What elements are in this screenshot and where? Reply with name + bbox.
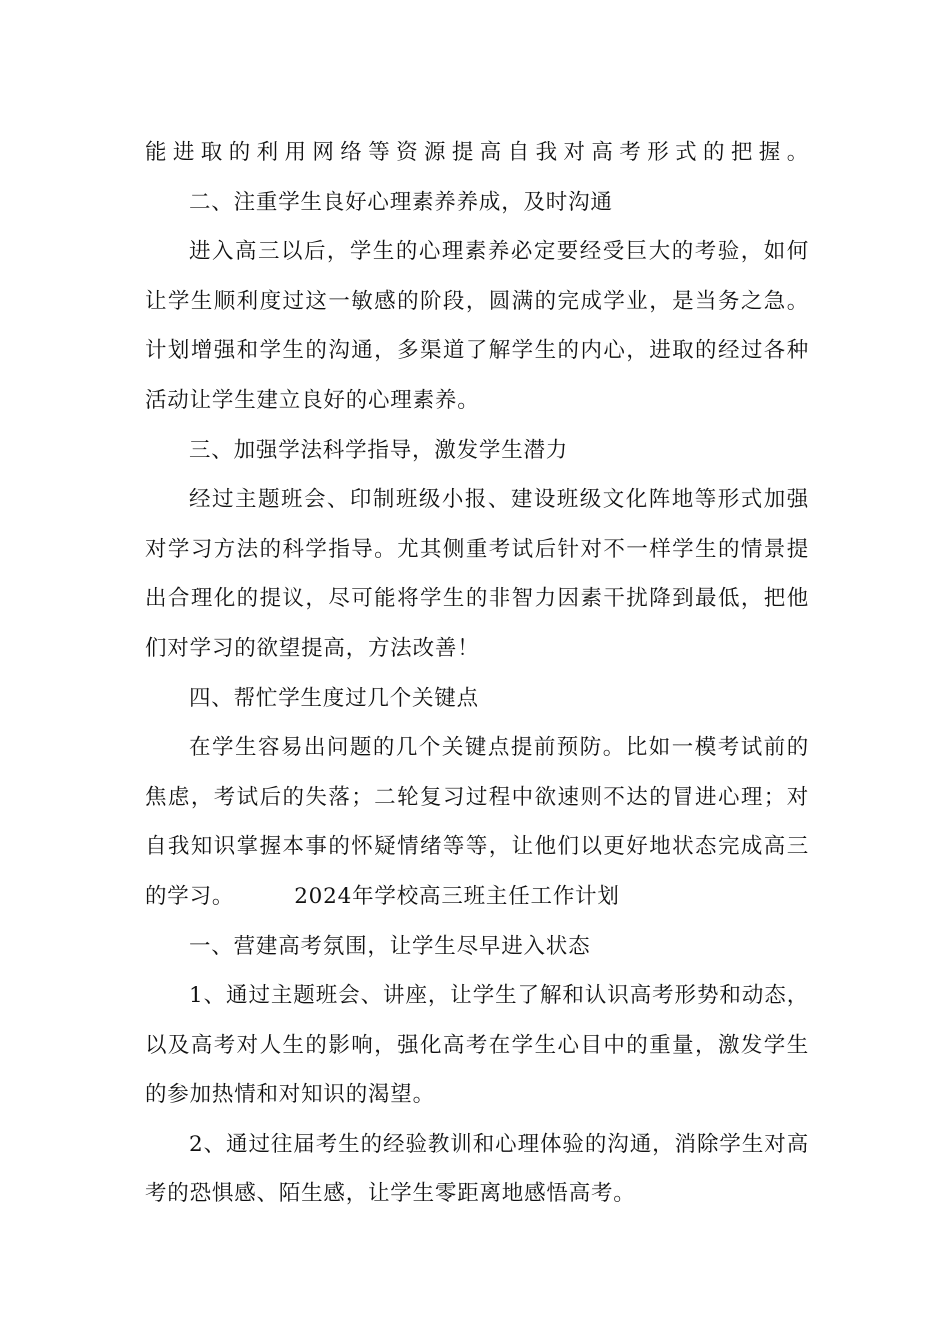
text-line: 2、通过往届考生的经验教训和心理体验的沟通，消除学生对高 — [189, 1131, 809, 1157]
text-line: 进入高三以后，学生的心理素养必定要经受巨大的考验，如何 — [189, 239, 809, 265]
text-line: 在学生容易出问题的几个关键点提前预防。比如一模考试前的 — [189, 735, 809, 761]
section-heading: 三、加强学法科学指导，激发学生潜力 — [189, 437, 569, 463]
text-line: 让学生顺利度过这一敏感的阶段，圆满的完成学业，是当务之急。 — [145, 288, 809, 314]
section-heading: 一、营建高考氛围，让学生尽早进入状态 — [189, 933, 591, 959]
text-line: 的参加热情和对知识的渴望。 — [145, 1082, 435, 1108]
text-line: 们对学习的欲望提高，方法改善！ — [145, 635, 480, 661]
text-line: 经过主题班会、印制班级小报、建设班级文化阵地等形式加强 — [189, 487, 809, 513]
text-line: 以及高考对人生的影响，强化高考在学生心目中的重量，激发学生 — [145, 1032, 809, 1058]
text-line: 焦虑，考试后的失落；二轮复习过程中欲速则不达的冒进心理；对 — [145, 784, 809, 810]
document-body — [145, 128, 809, 1219]
section-heading: 四、帮忙学生度过几个关键点 — [189, 685, 479, 711]
text-line: 对学习方法的科学指导。尤其侧重考试后针对不一样学生的情景提 — [145, 536, 809, 562]
text-line: 1、通过主题班会、讲座，让学生了解和认识高考形势和动态， — [189, 983, 809, 1009]
text-line: 活动让学生建立良好的心理素养。 — [145, 387, 480, 413]
section-heading: 二、注重学生良好心理素养养成，及时沟通 — [189, 189, 613, 215]
text-line-with-title — [145, 872, 809, 922]
text-line: 计划增强和学生的沟通，多渠道了解学生的内心，进取的经过各种 — [145, 338, 809, 364]
text-line: 考的恐惧感、陌生感，让学生零距离地感悟高考。 — [145, 1181, 636, 1207]
text-line: 能进取的利用网络等资源提高自我对高考形式的把握。 — [145, 140, 809, 165]
text-line: 出合理化的提议，尽可能将学生的非智力因素干扰降到最低，把他 — [145, 586, 809, 612]
document-title: 2024年学校高三班主任工作计划 — [294, 883, 620, 909]
text-fragment: 的学习。 — [145, 883, 235, 909]
text-line: 自我知识掌握本事的怀疑情绪等等，让他们以更好地状态完成高三 — [145, 834, 809, 860]
